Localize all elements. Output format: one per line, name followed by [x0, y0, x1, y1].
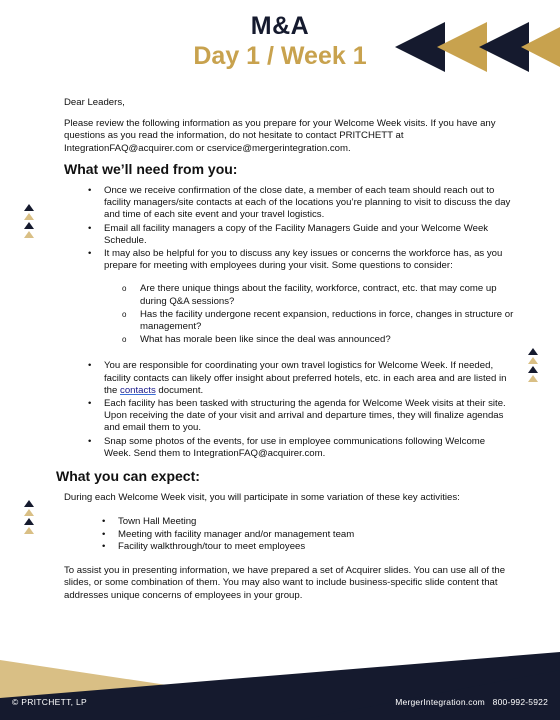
activities-list [100, 516, 514, 553]
letter-body [56, 97, 514, 610]
page-subtitle: Day 1 / Week 1 [193, 42, 367, 70]
list-item-text: It may also be helpful for you to discuss any key issues or concerns the workforce has, as you prepare for meeting with employees during your visit. Some questions to consider: [104, 248, 503, 272]
triangle-up-icon [24, 518, 34, 525]
section-heading-need: What we’ll need from you: [64, 160, 238, 177]
list-item: • Once we receive confirmation of the close date, a member of each team should reach out to facility managers/site contacts at each of the locations you’re planning to visit to discuss the day and time of each site event and your travel logistics. [83, 185, 514, 222]
list-item: • Each facility has been tasked with structuring the agenda for Welcome Week visits at their site. Upon receiving the date of your visit and arrival and departure times, they will finalize agendas and email them to you. [83, 398, 514, 435]
triangle-up-icon [24, 231, 34, 238]
questions-list [118, 283, 514, 346]
question-item: o What has morale been like since the deal was announced? [118, 334, 514, 346]
footer-contact [395, 697, 548, 707]
footer-phone: 800-992-5922 [492, 697, 548, 707]
footer-website: MergerIntegration.com [395, 697, 485, 707]
travel-text: You are responsible for coordinating your own travel logistics for Welcome Week. If needed, facility contacts can likely offer insight about preferred hotels, etc. in each area and are listed in the [104, 360, 507, 396]
activity-item: • Town Hall Meeting [100, 516, 514, 528]
triangle-up-icon [24, 222, 34, 229]
chevron-decoration [395, 22, 560, 72]
triangle-up-icon [528, 357, 538, 364]
triangle-up-icon [528, 348, 538, 355]
salutation: Dear Leaders, [64, 97, 125, 108]
triangle-up-icon [24, 204, 34, 211]
page-title: M&A [250, 12, 310, 40]
need-list [83, 185, 514, 460]
intro-paragraph: Please review the following information as you prepare for your Welcome Week visits. If you have any questions as you read the information, do not hesitate to contact PRITCHETT at IntegrationFAQ@acquirer.com or cservice@mergerintegration.com. [64, 118, 496, 154]
activity-item: • Meeting with facility manager and/or management team [100, 529, 514, 541]
closing-paragraph: To assist you in presenting information, we have prepared a set of Acquirer slides. You can use all of the slides, or some combination of them. You may also want to include business-specific slide content that addresses unique concerns of employees in your group. [64, 565, 506, 601]
footer [0, 640, 560, 720]
list-item: • Snap some photos of the events, for use in employee communications following Welcome Week. Send them to IntegrationFAQ@acquirer.com. [83, 436, 514, 460]
triangle-up-icon [528, 375, 538, 382]
footer-copyright: © PRITCHETT, LP [12, 697, 87, 707]
expect-intro: During each Welcome Week visit, you will participate in some variation of these key activities: [64, 492, 460, 504]
triangle-marker-group [528, 348, 540, 384]
travel-text-end: document. [155, 384, 204, 396]
list-item: • Email all facility managers a copy of the Facility Managers Guide and your Welcome Week Schedule. [83, 223, 514, 247]
list-item [83, 248, 514, 346]
section-heading-expect: What you can expect: [56, 468, 200, 485]
triangle-up-icon [24, 527, 34, 534]
list-item [83, 360, 514, 397]
triangle-up-icon [24, 213, 34, 220]
triangle-marker-group [24, 500, 36, 536]
triangle-up-icon [24, 509, 34, 516]
activity-item: • Facility walkthrough/tour to meet employees [100, 541, 514, 553]
question-item: o Has the facility undergone recent expansion, reductions in force, changes in structure or management? [118, 309, 514, 333]
footer-background [0, 640, 560, 720]
triangle-up-icon [528, 366, 538, 373]
triangle-marker-group [24, 204, 36, 240]
question-item: o Are there unique things about the facility, workforce, contract, etc. that may come up during Q&A sessions? [118, 283, 514, 307]
triangle-up-icon [24, 500, 34, 507]
contacts-link[interactable]: contacts [120, 384, 156, 396]
